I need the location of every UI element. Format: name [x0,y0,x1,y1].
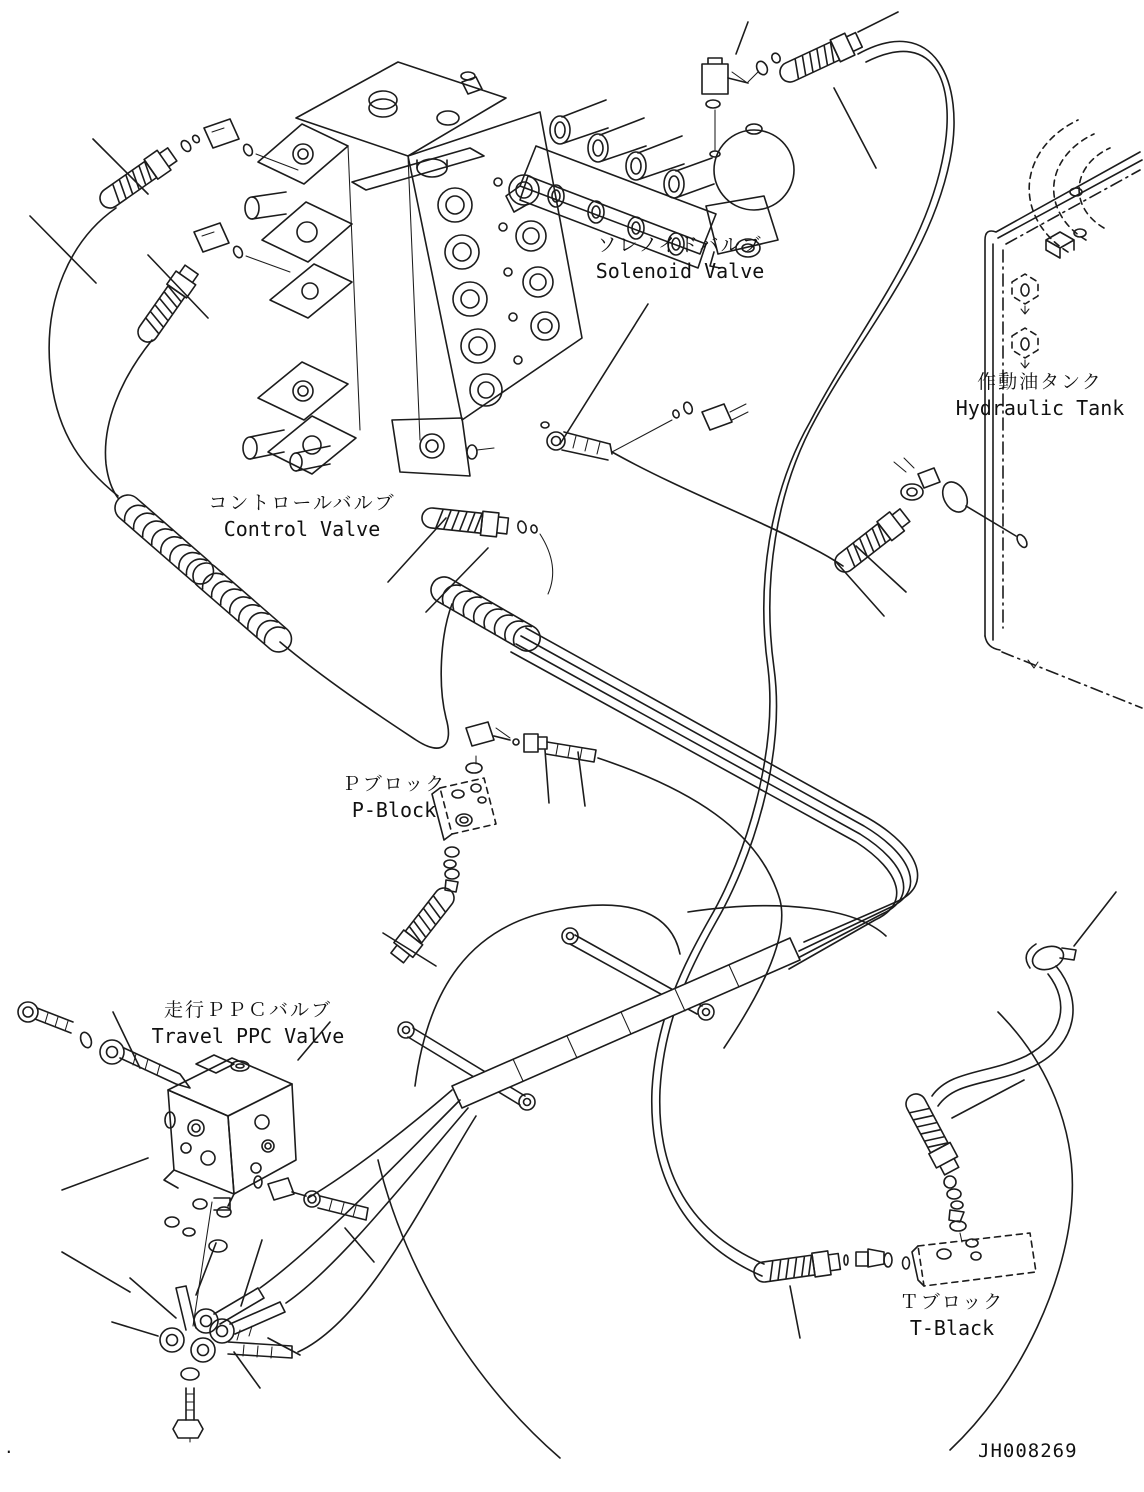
mid-elbow-fitting [612,401,748,452]
control-valve-label-jp: コントロールバルブ [208,492,396,514]
hose-bundle-drawing [511,628,918,969]
t-block-label [900,1290,1005,1341]
hydraulic-tank-label-jp: 作動油タンク [977,371,1103,393]
control-valve-label [208,491,395,542]
stray-period-mark: . [4,1438,14,1457]
control-valve-label-en: Control Valve [223,516,381,541]
p-block-label-jp: Ｐブロック [341,773,447,795]
ppc-hose-fan [260,1090,476,1352]
leader-lines [30,12,1116,1388]
ppc-banjo-cluster [160,1286,292,1442]
p-block-label [342,772,447,823]
hose-clamp-to-tblock [932,966,1073,1106]
hydraulic-tank-label [956,370,1125,421]
tank-fitting [830,458,1029,578]
ppc-elbow-fitting [254,1176,368,1220]
hydraulic-tank-label-en: Hydraulic Tank [955,395,1125,420]
travel-ppc-valve-label-en: Travel PPC Valve [151,1023,345,1048]
t-block-label-jp: Ｔブロック [899,1291,1005,1313]
hose-clamp-drawing [1026,942,1076,974]
solenoid-valve-label [596,233,765,284]
p-block-drawing [388,722,596,965]
hose-valve-to-tank [612,452,843,566]
travel-ppc-valve-drawing [18,1002,296,1326]
p-block-label-en: P-Block [351,797,437,822]
control-valve-hoses [49,208,545,748]
top-right-fitting [748,29,864,87]
t-block-drawing [752,1090,1036,1286]
valve-bottom-fitting-right [541,422,612,460]
control-valve-drawing [243,62,582,476]
travel-ppc-valve-label-jp: 走行ＰＰＣバルブ [163,999,332,1021]
t-block-label-en: T-Black [909,1315,995,1340]
hose-topright-to-tblock-left [652,41,954,1276]
solenoid-valve-label-jp: ソレノイドバルブ [597,234,763,256]
drawing-number: JH008269 [978,1440,1078,1462]
travel-ppc-valve-label [152,998,345,1049]
solenoid-valve-label-en: Solenoid Valve [595,258,765,283]
